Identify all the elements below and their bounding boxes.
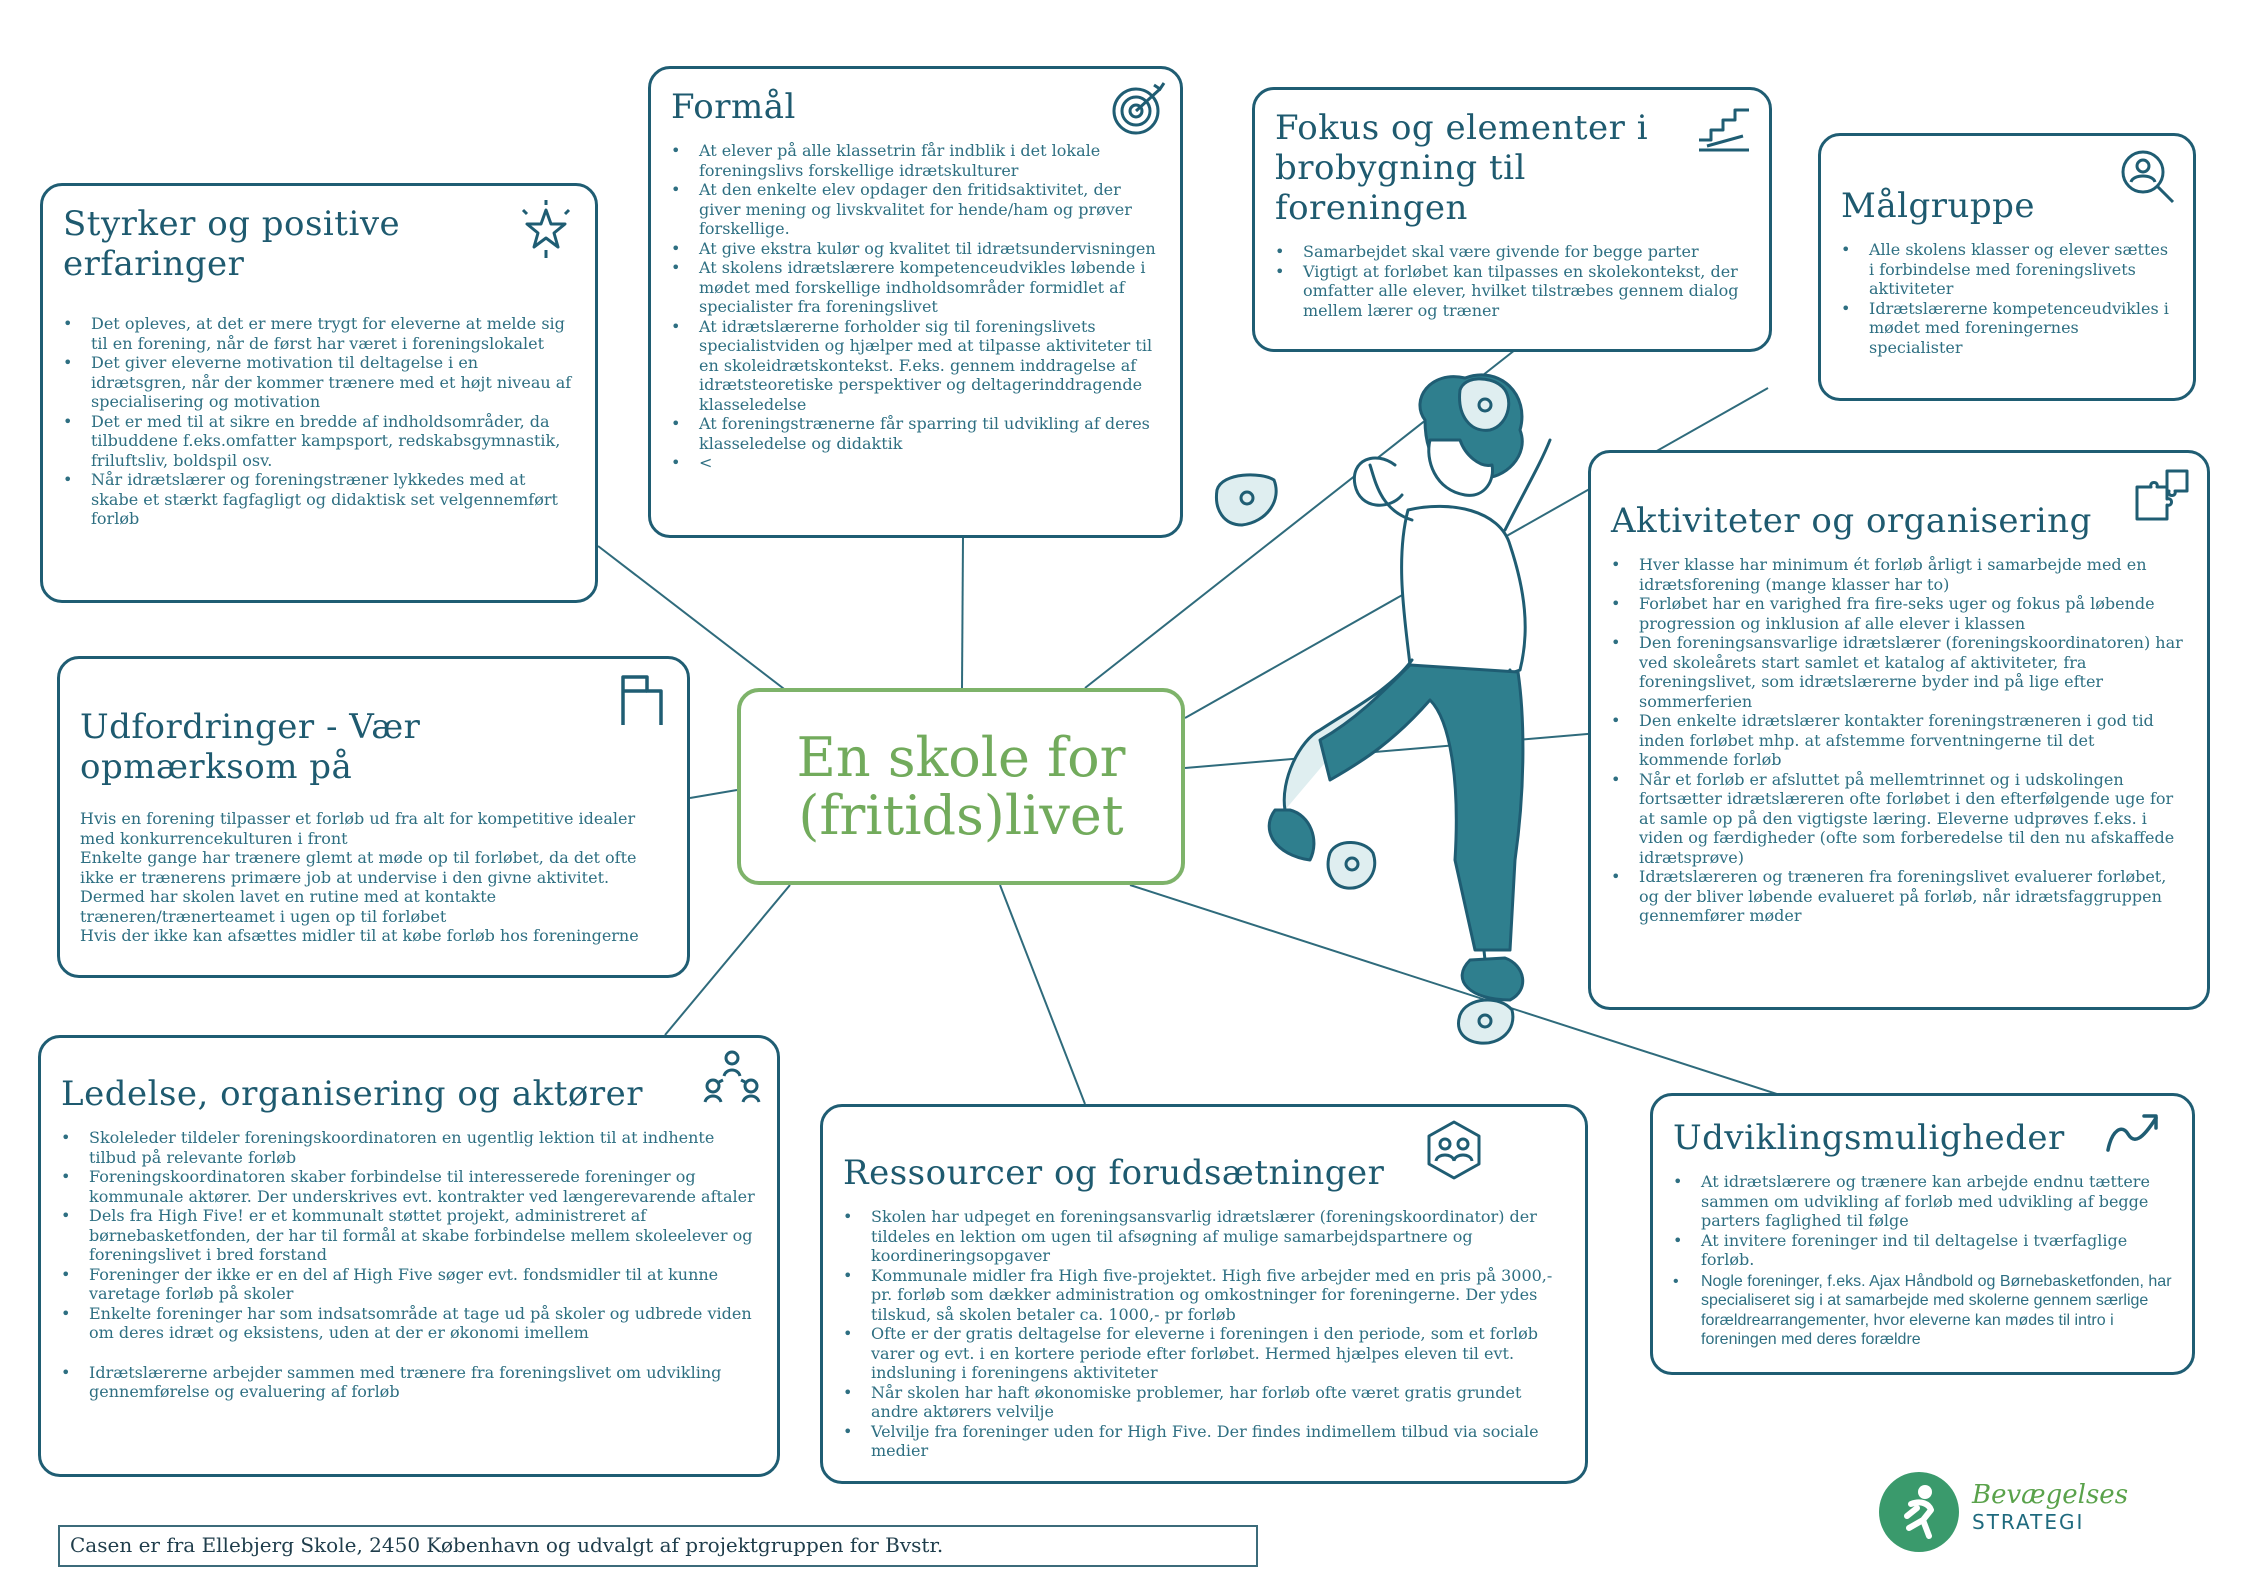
formaal-title: Formål (671, 87, 796, 127)
ledelse-box (38, 1035, 780, 1477)
formaal-box (648, 66, 1183, 538)
list-item: • Den foreningsansvarlige idrætslærer (foreningskoordinatoren) har ved skoleårets start samlet et katalog af aktiviteter, fra foreningslivet, som idrætslærerne byder ind på lige efter sommerferien (1639, 633, 2187, 711)
target-icon (1108, 77, 1170, 139)
list-item: • Det giver eleverne motivation til deltagelse i en idrætsgren, når der kommer trænere med et højt niveau af specialisering og motivation (91, 353, 575, 412)
list-item: • Når et forløb er afsluttet på mellemtrinnet og i udskolingen fortsætter idrætslæreren ofte forløbet i den efterfølgende uge for at samle op på den vigtigste læring. Eleverne udprøves f.eks. i viden og færdigheder (ofte som forberedelse til den nu afskaffede idrætsprøve) (1639, 770, 2187, 868)
climbing-hold (1325, 838, 1380, 893)
list-item: • At invitere foreninger ind til deltagelse i tværfaglige forløb. (1701, 1231, 2172, 1270)
logo-wordmark-bottom: STRATEGI (1972, 1510, 2085, 1534)
center-title-box (737, 688, 1185, 885)
list-item: • < (699, 453, 1160, 473)
list-item: • Når skolen har haft økonomiske problemer, har forløb ofte været gratis grundet andre aktørers velvilje (871, 1383, 1565, 1422)
climbing-boy-illustration (1180, 360, 1600, 1040)
list-item: • Foreninger der ikke er en del af High Five søger evt. fondsmidler til at kunne varetage forløb på skoler (89, 1265, 757, 1304)
search-person-icon (2117, 146, 2179, 208)
list-item: • Kommunale midler fra High five-projektet. High five arbejder med en pris på 3000,- pr. forløb som dækker administration og omkostninger for foreningerne. Der ydes tilskud, så skolen betaler ca. 1000,- pr forløb (871, 1266, 1565, 1325)
list-item: • Hver klasse har minimum ét forløb årligt i samarbejde med en idrætsforening (mange klasser har to) (1639, 555, 2187, 594)
maalgruppe-title: Målgruppe (1841, 186, 2036, 226)
list-item: • At idrætslærere og trænere kan arbejde endnu tættere sammen om udvikling af forløb med udvikling af begge parters faglighed til følge (1701, 1172, 2172, 1231)
styrker-box (40, 183, 598, 603)
list-item: • Samarbejdet skal være givende for begge parter (1303, 242, 1749, 262)
udvikling-box (1650, 1093, 2195, 1375)
list-item: • At den enkelte elev opdager den fritidsaktivitet, der giver mening og livskvalitet for hende/ham og prøver forskellige. (699, 180, 1160, 239)
list-item: • Når idrætslærer og foreningstræner lykkedes med at skabe et stærkt fagfagligt og didaktisk set velgennemført forløb (91, 470, 575, 529)
list-item: • Det er med til at sikre en bredde af indholdsområder, da tilbuddene f.eks.omfatter kampsport, redskabsgymnastik, friluftsliv, boldspil osv. (91, 412, 575, 471)
list-item: • Idrætslærerne kompetenceudvikles i mødet med foreningernes specialister (1869, 299, 2173, 358)
list-item: • Foreningskoordinatoren skaber forbindelse til interesserede foreninger og kommunale aktører. Der underskrives evt. kontrakter ved længerevarende aftaler (89, 1167, 757, 1206)
list-item: • Ofte er der gratis deltagelse for eleverne i foreningen i den periode, som et forløb varer og evt. i en kortere periode efter forløbet. Hermed hjælpes eleven til evt. indsluning i foreningens aktiviteter (871, 1324, 1565, 1383)
climbing-hold (1212, 470, 1282, 528)
list-item: • Vigtigt at forløbet kan tilpasses en skolekontekst, der omfatter alle elever, hvilket tilstræbes gennem dialog mellem lærer og træner (1303, 262, 1749, 321)
hurdle-icon (611, 669, 673, 731)
people-network-icon (701, 1046, 763, 1108)
climbing-hold (1455, 995, 1517, 1047)
list-item: • Idrætslærerne arbejder sammen med trænere fra foreningslivet om udvikling gennemførelse og evaluering af forløb (89, 1363, 757, 1402)
text-line: Hvis der ikke kan afsættes midler til at købe forløb hos foreningerne (80, 926, 639, 945)
fokus-title: Fokus og elementer i brobygning til foreningen (1275, 108, 1649, 228)
growth-arrow-icon (2102, 1100, 2164, 1162)
list-item: • At elever på alle klassetrin får indblik i det lokale foreningslivs forskellige idrætskulturer (699, 141, 1160, 180)
list-item: • At skolens idrætslærere kompetenceudvikles løbende i mødet med forskellige indholdsområder formidlet af specialister fra foreningslivet (699, 258, 1160, 317)
maalgruppe-box (1818, 133, 2196, 401)
list-item: • Idrætslæreren og træneren fra foreningslivet evaluerer forløbet, og der bliver løbende evalueret på forløb, når idrætsfaggruppen gennemfører møder (1639, 867, 2187, 926)
aktiviteter-title: Aktiviteter og organisering (1611, 501, 2092, 541)
ressourcer-box (820, 1104, 1588, 1484)
list-item: • Den enkelte idrætslærer kontakter foreningstræneren i god tid inden forløbet mhp. at afstemme forventningerne til det kommende forløb (1639, 711, 2187, 770)
logo-wordmark-top: Bevægelses (1972, 1480, 2129, 1510)
climbing-hold (1455, 375, 1515, 435)
list-item: • Nogle foreninger, f.eks. Ajax Håndbold og Børnebasketfonden, har specialiseret sig i at samarbejde med skolerne gennem særlige forældrearrangementer, hvor eleverne kan mødes til intro i foreningen med deres forældre (1701, 1272, 2172, 1350)
list-item: • Det opleves, at det er mere trygt for eleverne at melde sig til en forening, når de først har været i foreningslokalet (91, 314, 575, 353)
list-item: • Velvilje fra foreninger uden for High Five. Der findes indimellem tilbud via sociale medier (871, 1422, 1565, 1461)
list-item: • Skolen har udpeget en foreningsansvarlig idrætslærer (foreningskoordinator) der tildeles en lektion om ugen til afsøgning af mulige samarbejdspartnere og koordineringsopgaver (871, 1207, 1565, 1266)
list-item: • At idrætslærerne forholder sig til foreningslivets specialistviden og hjælper med at tilpasse aktiviteter til en skoleidrætskontekst. F.eks. gennem inddragelse af idrætsteoretiske perspektiver og deltagerinddragende klasseledelse (699, 317, 1160, 415)
footer-caption: Casen er fra Ellebjerg Skole, 2450 København og udvalgt af projektgruppen for Bvstr. (58, 1525, 1258, 1567)
text-line: Enkelte gange har trænere glemt at møde op til forløbet, da det ofte ikke er trænerens primære job at undervise i den givne aktivitet. Dermed har skolen lavet en rutine med at kontakte træneren/trænerteamet i ugen op til forløbet (80, 848, 637, 926)
list-item: • Enkelte foreninger har som indsatsområde at tage ud på skoler og udbrede viden om deres idræt og eksistens, uden at der er økonomi imellem (89, 1304, 757, 1343)
list-item: • At give ekstra kulør og kvalitet til idrætsundervisningen (699, 239, 1160, 259)
center-title-line: (fritids)livet (798, 783, 1124, 847)
ressourcer-title: Ressourcer og forudsætninger (843, 1153, 1385, 1193)
logo (1877, 1462, 2137, 1552)
text-line: Hvis en forening tilpasser et forløb ud fra alt for kompetitive idealer med konkurrencekulturen i front (80, 809, 636, 848)
fokus-box (1252, 87, 1772, 352)
udvikling-title: Udviklingsmuligheder (1673, 1118, 2065, 1158)
people-hexagon-icon (1423, 1119, 1485, 1181)
list-item: • At foreningstrænerne får sparring til udvikling af deres klasseledelse og didaktik (699, 414, 1160, 453)
udfordringer-box (57, 656, 690, 978)
udfordringer-title: Udfordringer - Vær opmærksom på (80, 707, 421, 787)
runner-logo-icon (1877, 1470, 1961, 1554)
list-item: • Alle skolens klasser og elever sættes i forbindelse med foreningslivets aktiviteter (1869, 240, 2173, 299)
star-icon (515, 198, 577, 260)
list-item: • Skoleleder tildeler foreningskoordinatoren en ugentlig lektion til at indhente tilbud på relevante forløb (89, 1128, 757, 1167)
list-item: • Forløbet har en varighed fra fire-seks uger og fokus på løbende progression og inklusion af alle elever i klassen (1639, 594, 2187, 633)
center-title-line: En skole for (796, 725, 1126, 789)
steps-icon (1693, 100, 1755, 162)
list-item: • Dels fra High Five! er et kommunalt støttet projekt, administreret af børnebasketfonden, der har til formål at skabe forbindelse mellem skoleelever og foreningslivet i bred forstand (89, 1206, 757, 1265)
styrker-title: Styrker og positive erfaringer (63, 204, 401, 284)
puzzle-icon (2131, 465, 2193, 527)
ledelse-title: Ledelse, organisering og aktører (61, 1074, 644, 1114)
aktiviteter-box (1588, 450, 2210, 1010)
